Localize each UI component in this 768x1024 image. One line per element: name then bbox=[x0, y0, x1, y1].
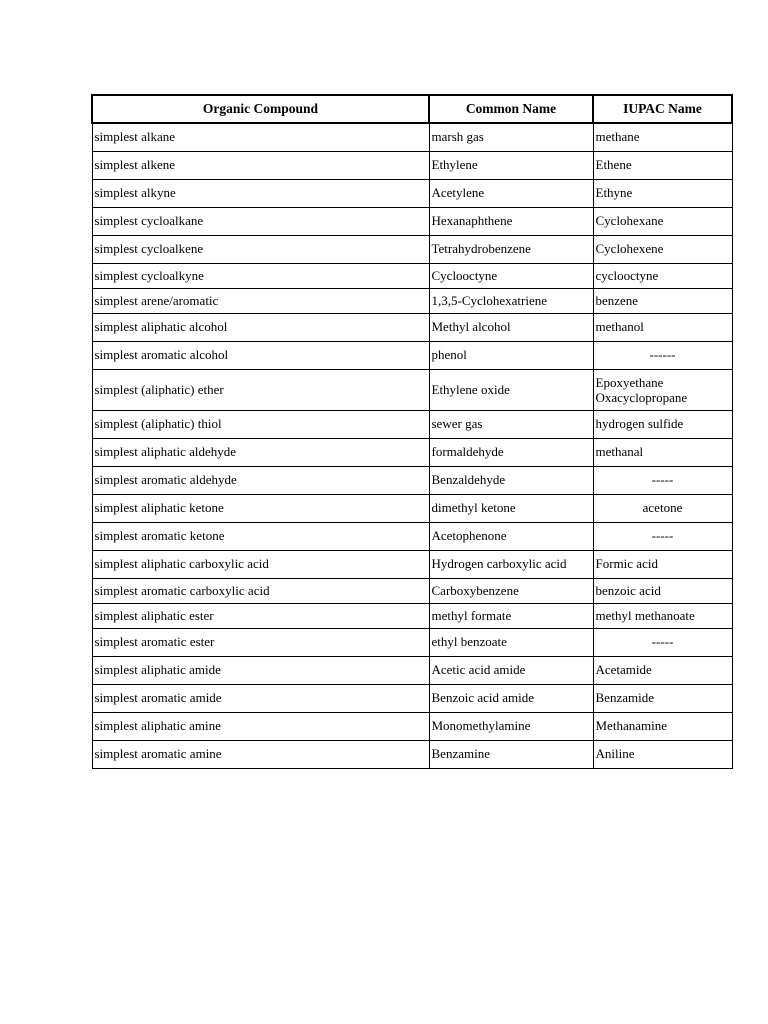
cell-iupac-name: ----- bbox=[593, 522, 732, 550]
table-row bbox=[92, 550, 732, 578]
table-row bbox=[92, 410, 732, 438]
table-row bbox=[92, 656, 732, 684]
cell-compound: simplest aliphatic amine bbox=[92, 712, 429, 740]
cell-iupac-name: Cyclohexane bbox=[593, 207, 732, 235]
cell-compound: simplest arene/aromatic bbox=[92, 288, 429, 313]
table-row bbox=[92, 263, 732, 288]
table-row bbox=[92, 123, 732, 151]
cell-iupac-name: methane bbox=[593, 123, 732, 151]
table-row bbox=[92, 740, 732, 768]
cell-iupac-name: hydrogen sulfide bbox=[593, 410, 732, 438]
cell-compound: simplest alkene bbox=[92, 151, 429, 179]
table-row bbox=[92, 369, 732, 410]
cell-iupac-name: acetone bbox=[593, 494, 732, 522]
table-row bbox=[92, 466, 732, 494]
cell-iupac-name: methanal bbox=[593, 438, 732, 466]
cell-common-name: 1,3,5-Cyclohexatriene bbox=[429, 288, 593, 313]
table-row bbox=[92, 288, 732, 313]
cell-common-name: Hydrogen carboxylic acid bbox=[429, 550, 593, 578]
cell-iupac-name: benzene bbox=[593, 288, 732, 313]
header-iupac-name: IUPAC Name bbox=[593, 95, 732, 123]
cell-compound: simplest aliphatic ketone bbox=[92, 494, 429, 522]
cell-compound: simplest cycloalkene bbox=[92, 235, 429, 263]
cell-iupac-name: methyl methanoate bbox=[593, 603, 732, 628]
cell-iupac-name: ----- bbox=[593, 466, 732, 494]
cell-common-name: formaldehyde bbox=[429, 438, 593, 466]
cell-iupac-name: Ethene bbox=[593, 151, 732, 179]
cell-common-name: Acetophenone bbox=[429, 522, 593, 550]
cell-common-name: Acetylene bbox=[429, 179, 593, 207]
cell-compound: simplest (aliphatic) thiol bbox=[92, 410, 429, 438]
cell-compound: simplest aliphatic ester bbox=[92, 603, 429, 628]
cell-common-name: Ethylene oxide bbox=[429, 369, 593, 410]
cell-compound: simplest aromatic aldehyde bbox=[92, 466, 429, 494]
cell-compound: simplest alkyne bbox=[92, 179, 429, 207]
table-row bbox=[92, 578, 732, 603]
table-row bbox=[92, 712, 732, 740]
table-row bbox=[92, 438, 732, 466]
cell-common-name: dimethyl ketone bbox=[429, 494, 593, 522]
cell-compound: simplest aliphatic aldehyde bbox=[92, 438, 429, 466]
cell-compound: simplest aromatic ketone bbox=[92, 522, 429, 550]
header-common-name: Common Name bbox=[429, 95, 593, 123]
cell-common-name: Tetrahydrobenzene bbox=[429, 235, 593, 263]
cell-common-name: Ethylene bbox=[429, 151, 593, 179]
cell-common-name: Cyclooctyne bbox=[429, 263, 593, 288]
header-row bbox=[92, 95, 732, 123]
cell-compound: simplest aromatic alcohol bbox=[92, 341, 429, 369]
cell-iupac-name: Aniline bbox=[593, 740, 732, 768]
table-row bbox=[92, 494, 732, 522]
table-row bbox=[92, 603, 732, 628]
cell-iupac-name: Cyclohexene bbox=[593, 235, 732, 263]
cell-common-name: sewer gas bbox=[429, 410, 593, 438]
cell-compound: simplest aromatic ester bbox=[92, 628, 429, 656]
table-row bbox=[92, 341, 732, 369]
compound-names-table bbox=[91, 94, 733, 769]
cell-common-name: methyl formate bbox=[429, 603, 593, 628]
cell-common-name: Benzaldehyde bbox=[429, 466, 593, 494]
table-row bbox=[92, 684, 732, 712]
cell-common-name: Benzoic acid amide bbox=[429, 684, 593, 712]
cell-compound: simplest (aliphatic) ether bbox=[92, 369, 429, 410]
cell-compound: simplest aliphatic carboxylic acid bbox=[92, 550, 429, 578]
cell-compound: simplest aromatic amide bbox=[92, 684, 429, 712]
table-row bbox=[92, 179, 732, 207]
cell-common-name: ethyl benzoate bbox=[429, 628, 593, 656]
cell-common-name: Carboxybenzene bbox=[429, 578, 593, 603]
cell-common-name: phenol bbox=[429, 341, 593, 369]
cell-iupac-name: Formic acid bbox=[593, 550, 732, 578]
cell-common-name: Benzamine bbox=[429, 740, 593, 768]
cell-iupac-name: ----- bbox=[593, 628, 732, 656]
cell-compound: simplest cycloalkyne bbox=[92, 263, 429, 288]
cell-iupac-name: methanol bbox=[593, 313, 732, 341]
cell-compound: simplest cycloalkane bbox=[92, 207, 429, 235]
cell-common-name: Acetic acid amide bbox=[429, 656, 593, 684]
cell-iupac-name: Methanamine bbox=[593, 712, 732, 740]
header-organic-compound: Organic Compound bbox=[92, 95, 429, 123]
cell-compound: simplest aliphatic amide bbox=[92, 656, 429, 684]
cell-compound: simplest alkane bbox=[92, 123, 429, 151]
cell-iupac-name: Ethyne bbox=[593, 179, 732, 207]
table-row bbox=[92, 313, 732, 341]
cell-compound: simplest aliphatic alcohol bbox=[92, 313, 429, 341]
cell-compound: simplest aromatic amine bbox=[92, 740, 429, 768]
cell-iupac-name: benzoic acid bbox=[593, 578, 732, 603]
table-row bbox=[92, 151, 732, 179]
cell-common-name: Hexanaphthene bbox=[429, 207, 593, 235]
cell-iupac-name: Epoxyethane Oxacyclopropane bbox=[593, 369, 732, 410]
cell-common-name: marsh gas bbox=[429, 123, 593, 151]
cell-iupac-name: ------ bbox=[593, 341, 732, 369]
cell-common-name: Methyl alcohol bbox=[429, 313, 593, 341]
table-row bbox=[92, 628, 732, 656]
table-row bbox=[92, 207, 732, 235]
cell-compound: simplest aromatic carboxylic acid bbox=[92, 578, 429, 603]
cell-common-name: Monomethylamine bbox=[429, 712, 593, 740]
table-row bbox=[92, 235, 732, 263]
cell-iupac-name: Benzamide bbox=[593, 684, 732, 712]
table-row bbox=[92, 522, 732, 550]
cell-iupac-name: Acetamide bbox=[593, 656, 732, 684]
cell-iupac-name: cyclooctyne bbox=[593, 263, 732, 288]
